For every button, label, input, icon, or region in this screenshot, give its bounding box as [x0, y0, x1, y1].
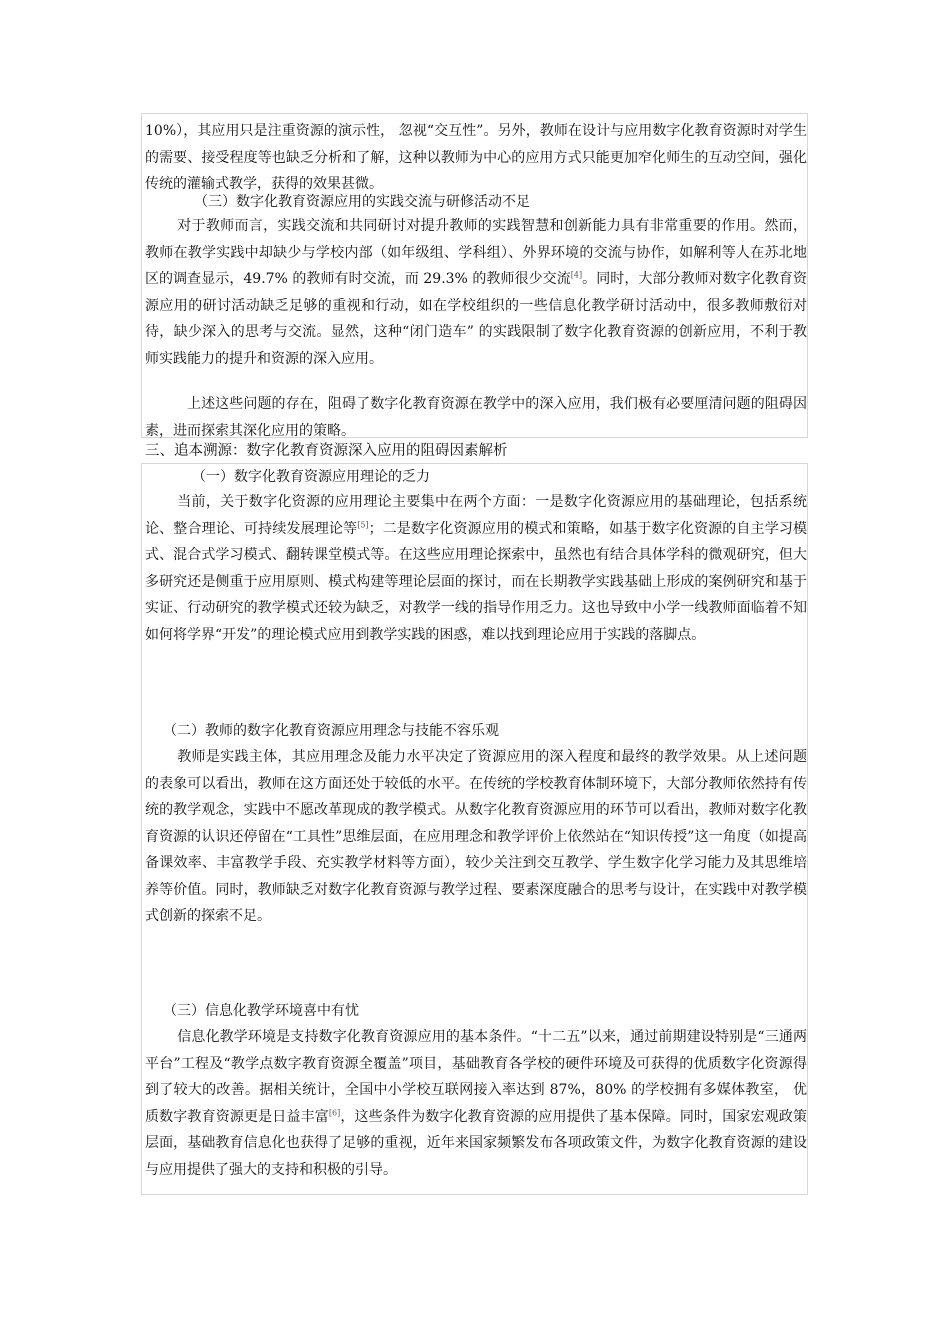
ref-4: [4]: [570, 270, 583, 280]
paragraph-teacher: 教师是实践主体，其应用理念及能力水平决定了资源应用的深入程度和最终的教学效果。从上述问题的表象可以看出，教师在这方面还处于较低的水平。在传统的学校教育体制环境下，大部分教师依然持有传统的教学观念，实践中不愿改革现成的教学模式。从数字化教育资源应用的环节可以看出，教师对数字化教育资源的认识还停留在“工具性”思维层面，在应用理念和教学评价上依然站在“知识传授”这一角度（如提高备课效率、丰富教学手段、充实教学材料等方面），较少关注到交互教学、学生数字化学习能力及其思维培养等价值。同时，教师缺乏对数字化教育资源与教学过程、要素深度融合的思考与设计，在实践中对教学模式创新的探索不足。: [145, 749, 807, 924]
ref-6: [6]: [328, 1107, 341, 1117]
paragraph-continuation: 10%），其应用只是注重资源的演示性， 忽视“交互性”。另外，教师在设计与应用数字化教育资源时对学生的需要、接受程度等也缺乏分析和了解，这种以教师为中心的应用方式只能更加窄化师生的互动空间，强化传统的灌输式教学，获得的效果甚微。: [145, 123, 807, 192]
section-3-heading: 三、追本溯源：数字化教育资源深入应用的阻碍因素解析: [145, 443, 508, 459]
heading-3-3: （三）信息化教学环境喜中有忧: [163, 1003, 359, 1019]
ref-5: [5]: [357, 519, 369, 529]
heading-2-3: （三）数字化教育资源应用的实践交流与研修活动不足: [194, 194, 530, 210]
paragraph-environment: 信息化教学环境是支持数字化教育资源应用的基本条件。“十二五”以来，通过前期建设特别是“三通两平台”工程及“教学点数字教育资源全覆盖”项目，基础教育各学校的硬件环境及可获得的优质数字化资源得到了较大的改善。据相关统计，全国中小学校互联网接入率达到 87%，80% 的学校拥有多媒体教室， 优质数字教育资源更是日益丰富[6]，这些条件为数字化教育资源的应用提供了基本保障。同时，国家宏观政策层面，基础教育信息化也获得了足够的重视，近年来国家频繁发布各项政策文件，为数字化教育资源的建设与应用提供了强大的支持和积极的引导。: [145, 1029, 808, 1178]
paragraph-theory: 当前，关于数字化资源的应用理论主要集中在两个方面：一是数字化资源应用的基础理论，包括系统论、整合理论、可持续发展理论等[5]；二是数字化资源应用的模式和策略，如基于数字化资源的自主学习模式、混合式学习模式、翻转课堂模式等。在这些应用理论探索中，虽然也有结合具体学科的微观研究，但大多研究还是侧重于应用原则、模式构建等理论层面的探讨，而在长期教学实践基础上形成的案例研究和基于实证、行动研究的教学模式还较为缺乏，对教学一线的指导作用乏力。这也导致中小学一线教师面临着不知如何将学界“开发”的理论模式应用到教学实践的困惑，难以找到理论应用于实践的落脚点。: [145, 494, 807, 643]
heading-3-2: （二）教师的数字化教育资源应用理念与技能不容乐观: [163, 723, 499, 739]
paragraph-practice: 对于教师而言，实践交流和共同研讨对提升教师的实践智慧和创新能力具有非常重要的作用。然而， 教师在教学实践中却缺少与学校内部（如年级组、学科组）、外界环境的交流与协作，如解利等人在苏北地区的调查显示，49.7% 的教师有时交流，而 29.3% 的教师很少交流[4]。同时，大部分教师对数字化教育资源应用的研讨活动缺乏足够的重视和行动，如在学校组织的一些信息化教学研讨活动中，很多教师敷衍对待，缺少深入的思考与交流。显然，这种“闭门造车” 的实践限制了数字化教育资源的创新应用，不利于教师实践能力的提升和资源的深入应用。: [145, 218, 807, 367]
paragraph-summary: 上述这些问题的存在，阻碍了数字化教育资源在教学中的深入应用，我们极有必要厘清问题的阻碍因素，进而探索其深化应用的策略。: [145, 396, 807, 439]
heading-3-1: （一）数字化教育资源应用理论的乏力: [192, 469, 430, 485]
